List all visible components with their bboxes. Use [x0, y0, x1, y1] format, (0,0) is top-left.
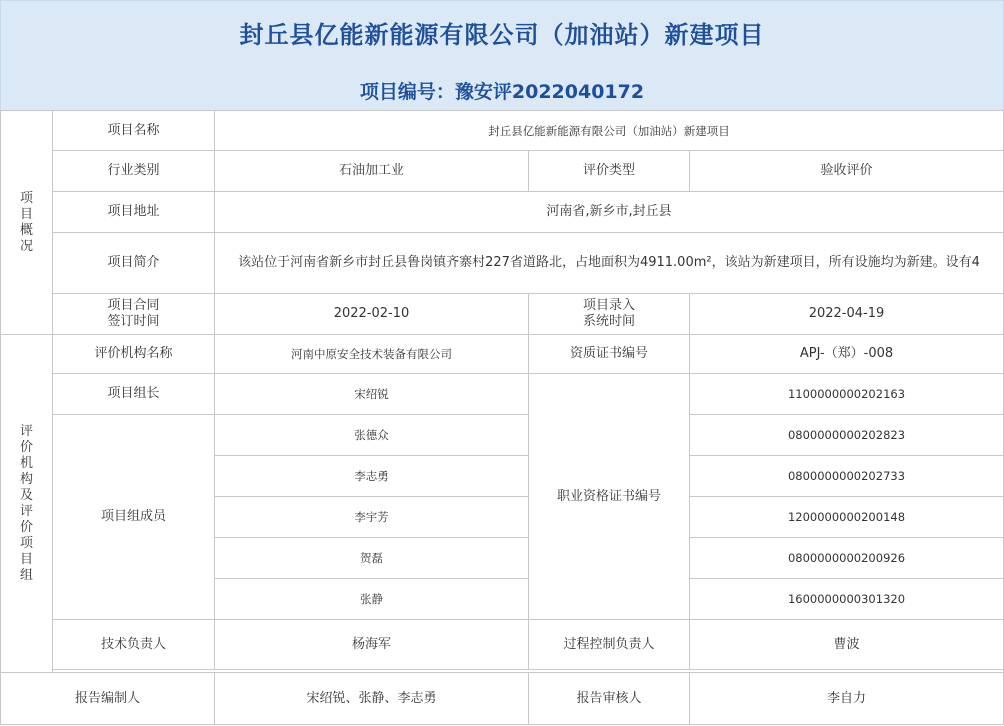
project-info-table: [0, 110, 1004, 335]
contract-date-label: 项目合同 签订时间: [53, 294, 215, 335]
row-industry: [1, 151, 1004, 192]
agency-section-text: 评 价 机 构 及 评 价 项 目 组: [19, 423, 33, 583]
entry-date-value: 2022-04-19: [690, 294, 1004, 335]
org-value: 河南中原安全技术装备有限公司: [215, 335, 529, 374]
contract-date-value: 2022-02-10: [215, 294, 529, 335]
row-report: [1, 673, 1004, 725]
cert-label: 资质证书编号: [529, 335, 690, 374]
member-name: 张静: [215, 579, 529, 620]
entry-date-label: 项目录入 系统时间: [529, 294, 690, 335]
eval-type-label: 评价类型: [529, 151, 690, 192]
address-value: 河南省,新乡市,封丘县: [215, 192, 1004, 233]
address-label: 项目地址: [53, 192, 215, 233]
name-value: 封丘县亿能新能源有限公司（加油站）新建项目: [215, 111, 1004, 151]
row-org: [1, 335, 1004, 374]
overview-section-text: 项 目 概 况: [19, 190, 33, 254]
page-title: 封丘县亿能新能源有限公司（加油站）新建项目: [239, 21, 765, 49]
row-intro: [1, 233, 1004, 294]
industry-value: 石油加工业: [215, 151, 529, 192]
reviewer-label: 报告审核人: [529, 673, 690, 725]
author-value: 宋绍锐、张静、李志勇: [215, 673, 529, 725]
reviewer-value: 李自力: [690, 673, 1004, 725]
intro-value: 该站位于河南省新乡市封丘县鲁岗镇齐寨村227省道路北，占地面积为4911.00m²，该站为新建项目，所有设施均为新建。设有4: [215, 233, 1004, 294]
org-label: 评价机构名称: [53, 335, 215, 374]
name-label: 项目名称: [53, 111, 215, 151]
agency-section-label: [1, 335, 53, 673]
cert-value: APJ-（郑）-008: [690, 335, 1004, 374]
member-name: 李宇芳: [215, 497, 529, 538]
row-address: [1, 192, 1004, 233]
member-cert: 0800000000200926: [690, 538, 1004, 579]
leader-name: 宋绍锐: [215, 374, 529, 415]
row-dates: [1, 294, 1004, 335]
author-label: 报告编制人: [1, 673, 215, 725]
process-value: 曹波: [690, 620, 1004, 670]
member-name: 贺磊: [215, 538, 529, 579]
page-header: [0, 0, 1004, 111]
intro-label: 项目简介: [53, 233, 215, 294]
agency-table: [0, 334, 1004, 725]
row-project-name: [1, 111, 1004, 151]
leader-cert: 1100000000202163: [690, 374, 1004, 415]
member-cert: 1200000000200148: [690, 497, 1004, 538]
member-name: 张德众: [215, 415, 529, 456]
process-label: 过程控制负责人: [529, 620, 690, 670]
overview-section-label: [1, 111, 53, 335]
members-label: 项目组成员: [53, 415, 215, 620]
eval-type-value: 验收评价: [690, 151, 1004, 192]
table-row: [1, 415, 1004, 456]
member-cert: 1600000000301320: [690, 579, 1004, 620]
tech-label: 技术负责人: [53, 620, 215, 670]
project-number: 项目编号：豫安评2022040172: [359, 81, 645, 103]
member-cert: 0800000000202733: [690, 456, 1004, 497]
industry-label: 行业类别: [53, 151, 215, 192]
qual-label: 职业资格证书编号: [529, 374, 690, 620]
tech-value: 杨海军: [215, 620, 529, 670]
row-tech: [1, 620, 1004, 670]
row-leader: [1, 374, 1004, 415]
member-cert: 0800000000202823: [690, 415, 1004, 456]
leader-label: 项目组长: [53, 374, 215, 415]
member-name: 李志勇: [215, 456, 529, 497]
